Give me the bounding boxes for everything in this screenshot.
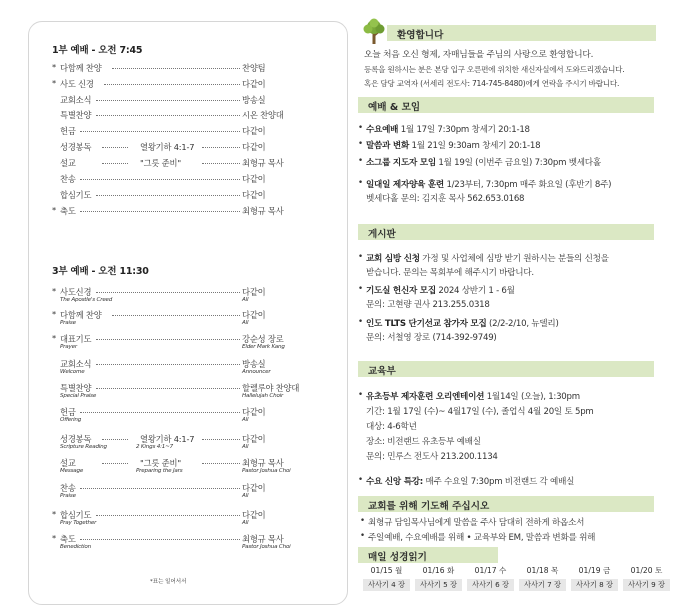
dot-leader — [202, 147, 240, 148]
education-detail: 장소: 비전랜드 유초등부 예배실 — [366, 437, 481, 447]
dot-leader — [96, 195, 240, 196]
order-item-english: Benediction — [60, 544, 91, 550]
order-item: 합심기도 — [60, 190, 92, 200]
standing-mark: * — [52, 286, 56, 296]
service-3-row — [52, 482, 320, 504]
order-leader-english: Announcer — [242, 369, 271, 375]
board-item-detail: (2/2-2/10, 뉴델리) — [489, 319, 559, 329]
order-leader: 다같이 — [242, 190, 266, 200]
dot-leader — [96, 115, 240, 116]
service-1-row — [52, 157, 320, 169]
service-3-row — [52, 309, 320, 331]
worship-item — [366, 139, 540, 151]
bullet: • — [358, 139, 364, 149]
prayer-item: 최형규 담임목사님에게 말씀을 주사 담대히 전하게 하옵소서 — [368, 518, 585, 528]
education-detail: 대상: 4-6학년 — [366, 422, 417, 432]
worship-item — [366, 178, 611, 190]
order-item: 사도 신경 — [60, 79, 94, 89]
dot-leader — [102, 463, 128, 464]
bullet: • — [360, 531, 366, 541]
dot-leader — [80, 488, 240, 489]
education-item-1 — [366, 390, 580, 402]
prayer-header — [358, 496, 654, 512]
dot-leader — [80, 412, 240, 413]
order-item: 성경봉독 — [60, 434, 92, 444]
board-title: 게시판 — [368, 229, 396, 240]
service-3-row — [52, 406, 320, 428]
service-3-row — [52, 382, 320, 404]
standing-mark: * — [52, 333, 56, 343]
order-item-english: Message — [60, 468, 84, 474]
standing-mark: * — [52, 533, 56, 543]
standing-footnote: *표는 일어서서 — [150, 579, 187, 585]
order-leader: 찬양팀 — [242, 63, 266, 73]
standing-mark: * — [52, 205, 56, 215]
service-3-row — [52, 286, 320, 308]
order-item: 헌금 — [60, 126, 76, 136]
service-1-row — [52, 173, 320, 185]
bullet: • — [358, 252, 364, 262]
order-leader: 다같이 — [242, 510, 266, 520]
service-1-row — [52, 125, 320, 137]
standing-mark: * — [52, 62, 56, 72]
service-1-row — [52, 78, 320, 90]
order-leader-english: Hallelujah Choir — [242, 393, 284, 399]
reading-date: 01/18 목 — [526, 566, 559, 575]
order-item-english: Praise — [60, 493, 76, 499]
standing-mark: * — [52, 78, 56, 88]
order-leader: 다같이 — [242, 310, 266, 320]
order-leader: 다같이 — [242, 174, 266, 184]
order-detail: "그릇 준비" — [140, 458, 181, 468]
dot-leader — [96, 100, 240, 101]
reading-date: 01/15 월 — [370, 566, 403, 575]
service-1-title: 1부 예배 - 오전 7:45 — [52, 45, 143, 56]
order-item: 대표기도 — [60, 334, 92, 344]
bullet: • — [360, 516, 366, 526]
order-leader: 다같이 — [242, 434, 266, 444]
order-item: 성경봉독 — [60, 142, 92, 152]
order-detail: 열왕기하 4:1-7 — [140, 142, 195, 152]
board-item — [366, 252, 609, 264]
worship-header — [358, 97, 654, 113]
order-leader-english: All — [242, 320, 249, 326]
order-leader: 강순성 장로 — [242, 334, 284, 344]
order-item: 교회소식 — [60, 359, 92, 369]
reading-chapter: 사사기 6 장 — [467, 579, 514, 591]
dot-leader — [102, 439, 128, 440]
education-item-1-title: 유초등부 제자훈련 오리엔테이션 — [366, 392, 485, 402]
board-item-title: 기도실 헌신자 모집 — [366, 286, 436, 296]
order-leader: 다같이 — [242, 287, 266, 297]
order-detail: "그릇 준비" — [140, 158, 181, 168]
dot-leader — [80, 539, 240, 540]
service-1-row — [52, 94, 320, 106]
order-leader: 할렐루야 찬양대 — [242, 383, 300, 393]
service-3-title: 3부 예배 - 오전 11:30 — [52, 266, 149, 277]
worship-item-detail: 1월 21일 9:30am 창세기 20:1-18 — [411, 141, 541, 151]
education-header — [358, 361, 654, 377]
order-item-english: Pray Together — [60, 520, 97, 526]
reading-chapter: 사사기 5 장 — [415, 579, 462, 591]
order-item: 교회소식 — [60, 95, 92, 105]
dot-leader — [96, 388, 240, 389]
order-leader: 최형규 목사 — [242, 206, 284, 216]
dot-leader — [96, 364, 240, 365]
reading-date: 01/16 화 — [422, 566, 455, 575]
order-leader: 다같이 — [242, 483, 266, 493]
order-item-english: Scripture Reading — [60, 444, 107, 450]
dot-leader — [112, 315, 240, 316]
education-detail: 기간: 1월 17일 (수)~ 4월17일 (수), 졸업식 4월 20일 토 5pm — [366, 407, 594, 417]
worship-item-detail: 1/23부터, 7:30pm 매주 화요일 (후반기 8주) — [446, 180, 612, 190]
worship-item — [366, 123, 530, 135]
worship-title: 예배 & 모임 — [368, 102, 421, 113]
order-detail: 열왕기하 4:1-7 — [140, 434, 195, 444]
welcome-header — [387, 25, 656, 41]
order-detail-english: Preparing the Jars — [136, 468, 183, 474]
reading-chapter: 사사기 4 장 — [363, 579, 410, 591]
board-item-line-2: 받습니다. 문의는 목회부에 해주시기 바랍니다. — [366, 268, 534, 278]
education-title: 교육부 — [368, 366, 396, 377]
dot-leader — [80, 179, 240, 180]
reading-chapter: 사사기 8 장 — [571, 579, 618, 591]
service-3-row — [52, 533, 320, 555]
prayer-title: 교회를 위해 기도해 주십시오 — [368, 501, 490, 512]
bullet: • — [358, 475, 364, 485]
education-item-1-detail: 1월14일 (오늘), 1:30pm — [486, 392, 580, 402]
order-item: 설교 — [60, 158, 76, 168]
order-leader: 최형규 목사 — [242, 458, 284, 468]
reading-date: 01/20 토 — [630, 566, 663, 575]
education-item-2-title: 수요 신앙 특강: — [366, 477, 423, 487]
education-item-2-detail: 매주 수요일 7:30pm 비전랜드 각 예배실 — [425, 477, 575, 487]
welcome-line-2: 등록을 원하시는 분은 본당 입구 오른편에 위치한 새신자실에서 도와드리겠습니다. — [364, 65, 625, 74]
standing-mark: * — [52, 309, 56, 319]
reading-date: 01/19 금 — [578, 566, 611, 575]
dot-leader — [96, 292, 240, 293]
order-item-english: Welcome — [60, 369, 85, 375]
worship-item-title: 소그룹 지도자 모임 — [366, 158, 436, 168]
order-item: 특별찬양 — [60, 110, 92, 120]
order-item-english: The Apostle's Creed — [60, 297, 113, 303]
worship-item-title: 일대일 제자양육 훈련 — [366, 180, 444, 190]
order-leader: 최형규 목사 — [242, 158, 284, 168]
board-item — [366, 317, 559, 329]
standing-mark: * — [52, 509, 56, 519]
bible-header — [358, 547, 498, 563]
board-item-detail: 가정 및 사업체에 심방 받기 원하시는 분들의 신청을 — [422, 254, 609, 264]
service-3-row — [52, 358, 320, 380]
order-leader-english: Pastor Joshua Choi — [242, 544, 291, 550]
service-3-row — [52, 433, 320, 455]
order-leader: 시온 찬양대 — [242, 110, 284, 120]
order-item: 사도신경 — [60, 287, 92, 297]
order-item: 설교 — [60, 458, 76, 468]
order-leader-english: Pastor Joshua Choi — [242, 468, 291, 474]
order-leader: 다같이 — [242, 407, 266, 417]
worship-item-title: 수요예배 — [366, 125, 399, 135]
order-item: 축도 — [60, 534, 76, 544]
bible-title: 매일 성경읽기 — [368, 552, 427, 563]
worship-item-title: 말씀과 변화 — [366, 141, 409, 151]
order-leader: 최형규 목사 — [242, 534, 284, 544]
order-leader-english: All — [242, 417, 249, 423]
tree-icon — [361, 18, 387, 46]
order-leader-english: Elder Mark Kang — [242, 344, 285, 350]
board-item-title: 인도 TLTS 단기선교 참가자 모집 — [366, 319, 487, 329]
service-3-row — [52, 457, 320, 479]
bullet: • — [358, 317, 364, 327]
bullet: • — [358, 178, 364, 188]
education-detail: 문의: 민루스 전도사 213.200.1134 — [366, 452, 498, 462]
board-item-title: 교회 심방 신청 — [366, 254, 420, 264]
dot-leader — [102, 163, 128, 164]
welcome-line-3: 혹은 담당 교역자 (서세리 전도사: 714-745-8480)에게 연락을 주시기 바랍니다. — [364, 79, 620, 88]
order-item: 특별찬양 — [60, 383, 92, 393]
order-item: 헌금 — [60, 407, 76, 417]
worship-item-detail: 1월 17일 7:30pm 창세기 20:1-18 — [400, 125, 530, 135]
board-header — [358, 224, 654, 240]
service-3-row — [52, 333, 320, 355]
service-1-row — [52, 205, 320, 217]
order-item: 다함께 찬양 — [60, 63, 102, 73]
dot-leader — [102, 147, 128, 148]
service-1-row — [52, 189, 320, 201]
dot-leader — [80, 211, 240, 212]
order-leader-english: All — [242, 520, 249, 526]
board-item-line-2: 문의: 고현량 권사 213.255.0318 — [366, 300, 490, 310]
order-leader-english: All — [242, 297, 249, 303]
worship-item-line-2: 벳세다홀 문의: 김지훈 목사 562.653.0168 — [366, 194, 525, 204]
order-item-english: Special Praise — [60, 393, 97, 399]
bullet: • — [358, 156, 364, 166]
order-item-english: Prayer — [60, 344, 77, 350]
dot-leader — [96, 339, 240, 340]
service-1-row — [52, 62, 320, 74]
order-leader: 다같이 — [242, 126, 266, 136]
dot-leader — [202, 439, 240, 440]
bullet: • — [358, 123, 364, 133]
order-item: 찬송 — [60, 483, 76, 493]
dot-leader — [202, 463, 240, 464]
bullet: • — [358, 390, 364, 400]
board-item-detail: 2024 상반기 1 - 6월 — [438, 286, 515, 296]
prayer-item: 주일예배, 수요예배를 위해 • 교육부와 EM, 말씀과 변화를 위해 — [368, 533, 596, 543]
board-item-line-2: 문의: 서철영 장로 (714-392-9749) — [366, 333, 497, 343]
order-leader: 다같이 — [242, 79, 266, 89]
bullet: • — [358, 284, 364, 294]
worship-item — [366, 156, 601, 168]
order-item-english: Offering — [60, 417, 82, 423]
dot-leader — [96, 515, 240, 516]
board-item — [366, 284, 515, 296]
order-leader: 다같이 — [242, 142, 266, 152]
dot-leader — [80, 131, 240, 132]
order-leader: 방송실 — [242, 359, 266, 369]
order-item-english: Praise — [60, 320, 76, 326]
dot-leader — [202, 163, 240, 164]
service-3-row — [52, 509, 320, 531]
order-detail-english: 2 Kings 4:1~7 — [136, 444, 173, 450]
dot-leader — [104, 84, 240, 85]
reading-date: 01/17 수 — [474, 566, 507, 575]
order-item: 축도 — [60, 206, 76, 216]
worship-item-detail: 1월 19일 (이번주 금요일) 7:30pm 벳세다홀 — [438, 158, 601, 168]
welcome-title: 환영합니다 — [397, 30, 444, 41]
order-leader-english: All — [242, 493, 249, 499]
dot-leader — [112, 68, 240, 69]
order-item: 찬송 — [60, 174, 76, 184]
order-leader: 방송실 — [242, 95, 266, 105]
service-1-row — [52, 109, 320, 121]
order-item: 합심기도 — [60, 510, 92, 520]
order-item: 다함께 찬양 — [60, 310, 102, 320]
reading-chapter: 사사기 7 장 — [519, 579, 566, 591]
order-leader-english: All — [242, 444, 249, 450]
service-1-row — [52, 141, 320, 153]
education-item-2 — [366, 475, 574, 487]
reading-chapter: 사사기 9 장 — [623, 579, 670, 591]
welcome-line-1: 오늘 처음 오신 형제, 자매님들을 주님의 사랑으로 환영합니다. — [364, 50, 594, 60]
